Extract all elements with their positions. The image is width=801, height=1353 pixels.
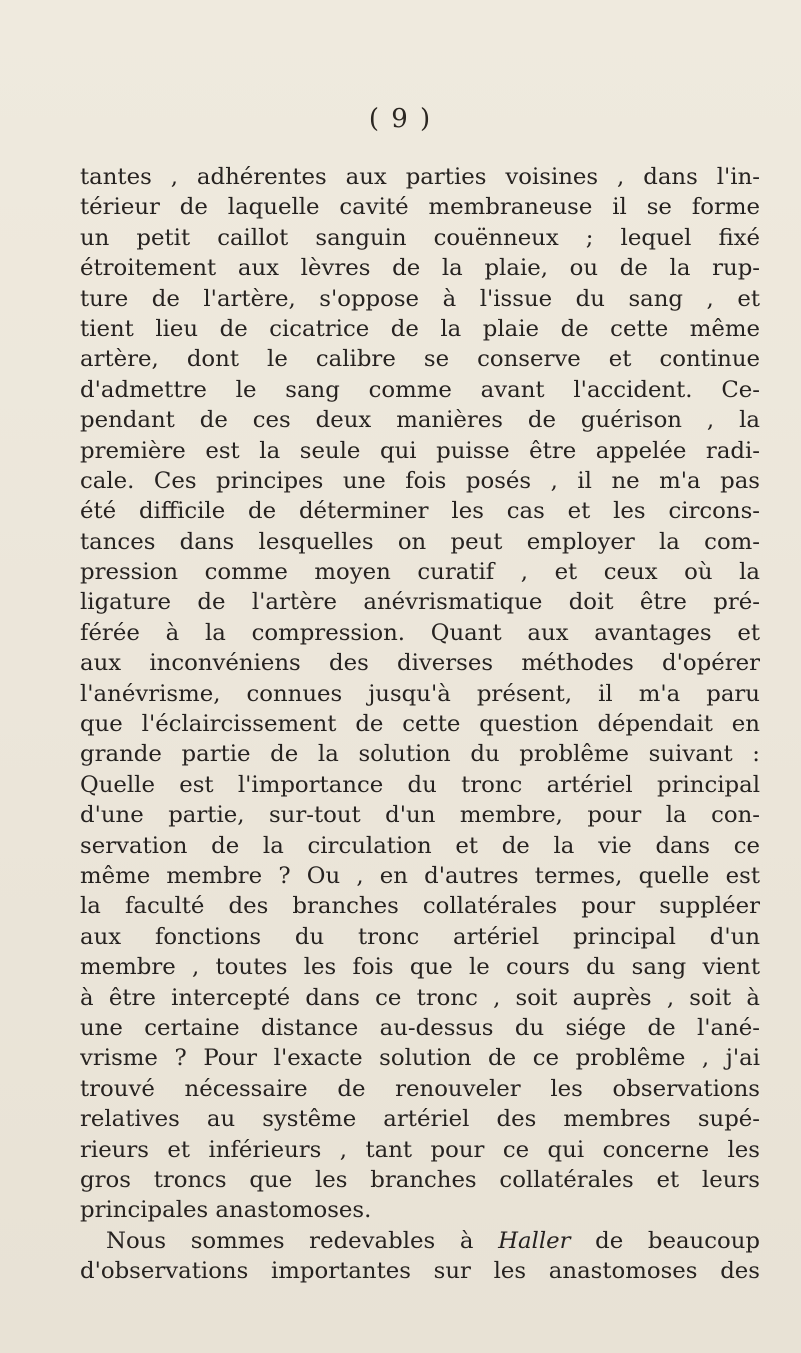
author-name: Haller: [498, 1227, 571, 1254]
text-line: l'anévrisme, connues jusqu'à présent, il m'a paru: [80, 680, 760, 707]
text-line: tient lieu de cicatrice de la plaie de cette même: [80, 315, 760, 342]
text-line: ligature de l'artère anévrismatique doit être pré-: [80, 589, 760, 616]
text-line: étroitement aux lèvres de la plaie, ou de la rup-: [80, 255, 760, 282]
text-line: d'admettre le sang comme avant l'accident. Ce-: [80, 376, 760, 403]
text-line: vrisme ? Pour l'exacte solution de ce problême , j'ai: [80, 1045, 760, 1072]
text-fragment: Nous sommes redevables à: [106, 1227, 499, 1254]
text-line: été difficile de déterminer les cas et les circons-: [80, 498, 760, 525]
text-line: membre , toutes les fois que le cours du sang vient: [80, 954, 760, 981]
text-line: une certaine distance au-dessus du siége de l'ané-: [80, 1014, 760, 1041]
text-line: même membre ? Ou , en d'autres termes, quelle est: [80, 862, 760, 889]
text-line: première est la seule qui puisse être appelée radi-: [80, 437, 760, 464]
text-line: Quelle est l'importance du tronc artériel principal: [80, 771, 760, 798]
text-line: tantes , adhérentes aux parties voisines , dans l'in-: [80, 164, 760, 190]
text-line: relatives au systême artériel des membres supé-: [80, 1106, 760, 1133]
text-line: térieur de laquelle cavité membraneuse il se forme: [80, 194, 760, 221]
text-line: férée à la compression. Quant aux avantages et: [80, 619, 760, 646]
text-line: la faculté des branches collatérales pour suppléer: [80, 893, 760, 920]
text-line: principales anastomoses.: [80, 1197, 372, 1224]
paragraph-1: [80, 162, 760, 1226]
text-line: ture de l'artère, s'oppose à l'issue du sang , et: [80, 285, 760, 312]
text-line: d'une partie, sur-tout d'un membre, pour la con-: [80, 802, 760, 829]
text-line: aux inconvéniens des diverses méthodes d'opérer: [80, 650, 760, 677]
text-line: servation de la circulation et de la vie dans ce: [80, 832, 760, 859]
body-text: [80, 162, 760, 1286]
text-line: à être intercepté dans ce tronc , soit auprès , soit à: [80, 984, 760, 1011]
text-line: gros troncs que les branches collatérales et leurs: [80, 1166, 760, 1193]
paragraph-2: [80, 1226, 760, 1287]
text-line: cale. Ces principes une fois posés , il ne m'a pas: [80, 467, 760, 494]
text-line: pression comme moyen curatif , et ceux où la: [80, 559, 760, 586]
text-fragment: de beaucoup: [570, 1227, 760, 1254]
text-line: tances dans lesquelles on peut employer la com-: [80, 528, 760, 555]
page-number: ( 9 ): [368, 104, 433, 134]
text-line: aux fonctions du tronc artériel principal d'un: [80, 923, 760, 950]
text-line: que l'éclaircissement de cette question dépendait en: [80, 711, 760, 738]
text-line: artère, dont le calibre se conserve et continue: [80, 346, 760, 373]
text-line: trouvé nécessaire de renouveler les observations: [80, 1075, 760, 1102]
text-line: grande partie de la solution du problême suivant :: [80, 741, 760, 768]
text-line: [80, 1226, 760, 1256]
text-line: d'observations importantes sur les anastomoses des: [80, 1258, 760, 1285]
text-line: pendant de ces deux manières de guérison , la: [80, 407, 760, 434]
text-line: un petit caillot sanguin couënneux ; lequel fixé: [80, 224, 760, 251]
text-line: rieurs et inférieurs , tant pour ce qui concerne les: [80, 1136, 760, 1163]
